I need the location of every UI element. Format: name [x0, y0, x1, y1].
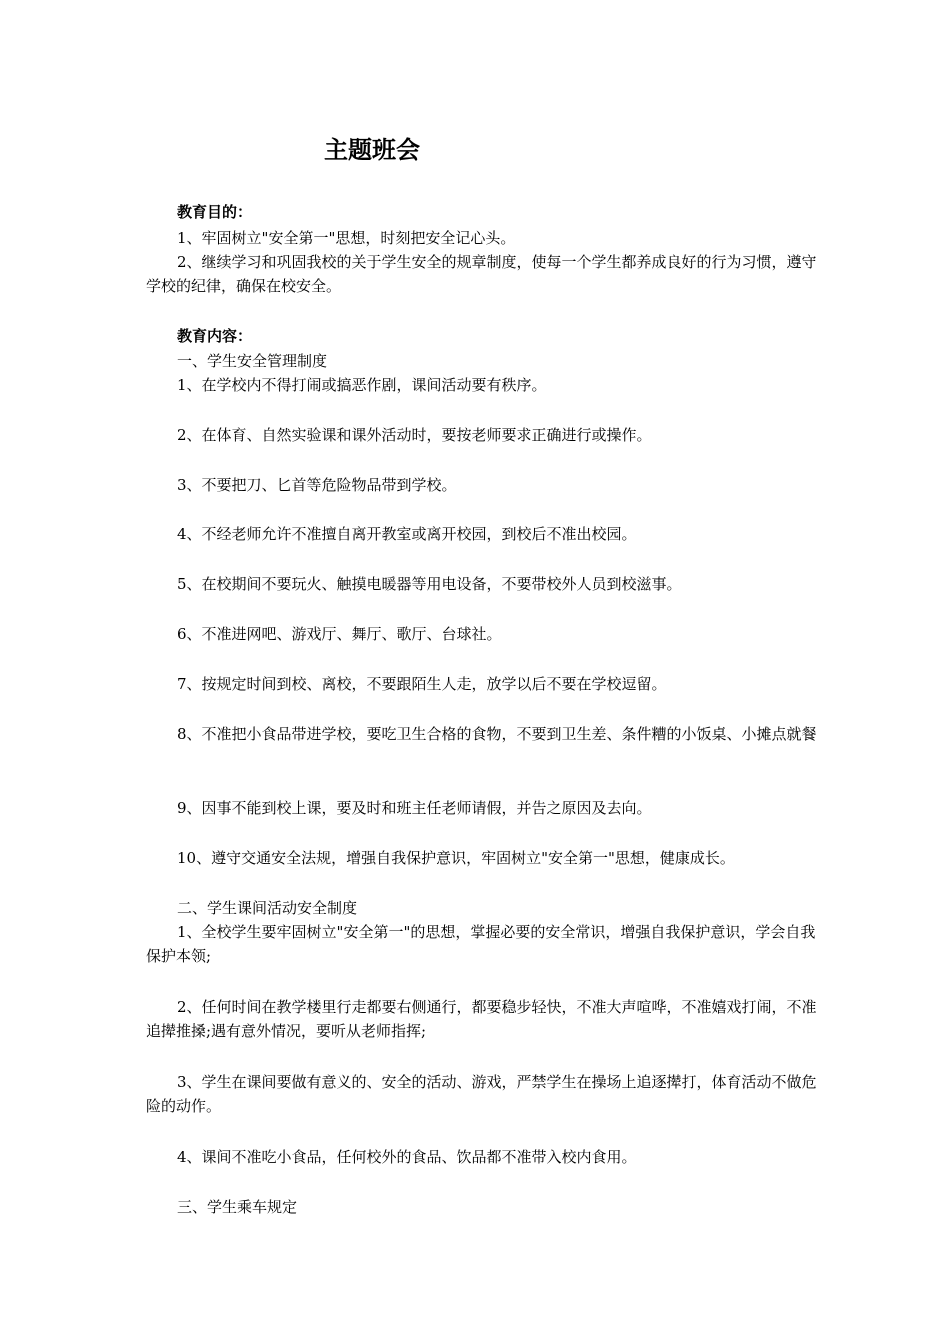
- rule-item: 3、不要把刀、匕首等危险物品带到学校。: [177, 476, 457, 494]
- goal-item: 2、继续学习和巩固我校的关于学生安全的规章制度，使每一个学生都养成良好的行为习惯，遵守学校的纪律，确保在校安全。: [146, 253, 817, 295]
- rule-item: 5、在校期间不要玩火、触摸电暖器等用电设备，不要带校外人员到校滋事。: [177, 575, 682, 593]
- goal-heading: 教育目的：: [177, 203, 253, 221]
- rule-item: 2、任何时间在教学楼里行走都要右侧通行，都要稳步轻快，不准大声喧哗，不准嬉戏打闹，不准追撵推搡;遇有意外情况，要听从老师指挥;: [146, 998, 817, 1040]
- rule-item: 1、在学校内不得打闹或搞恶作剧，课间活动要有秩序。: [177, 376, 547, 394]
- rule-item: 4、课间不准吃小食品，任何校外的食品、饮品都不准带入校内食用。: [177, 1148, 637, 1166]
- section-heading: 三、学生乘车规定: [177, 1198, 298, 1216]
- section-heading: 二、学生课间活动安全制度: [177, 899, 358, 917]
- rule-item: 4、不经老师允许不准擅自离开教室或离开校园，到校后不准出校园。: [177, 525, 637, 543]
- content-heading: 教育内容：: [177, 327, 253, 345]
- rule-item: 1、全校学生要牢固树立"安全第一"的思想，掌握必要的安全常识，增强自我保护意识，学会自我保护本领;: [146, 923, 816, 965]
- goal-item: 1、牢固树立"安全第一"思想，时刻把安全记心头。: [177, 229, 516, 247]
- document-title: 主题班会: [324, 135, 420, 164]
- rule-item: 8、不准把小食品带进学校，要吃卫生合格的食物，不要到卫生差、条件糟的小饭桌、小摊点就餐: [177, 725, 817, 743]
- rule-item: 2、在体育、自然实验课和课外活动时，要按老师要求正确进行或操作。: [177, 426, 652, 444]
- section-heading: 一、学生安全管理制度: [177, 352, 328, 370]
- rule-item: 9、因事不能到校上课，要及时和班主任老师请假，并告之原因及去向。: [177, 799, 652, 817]
- rule-item: 10、遵守交通安全法规，增强自我保护意识，牢固树立"安全第一"思想，健康成长。: [177, 849, 735, 867]
- rule-item: 7、按规定时间到校、离校，不要跟陌生人走，放学以后不要在学校逗留。: [177, 675, 667, 693]
- rule-item: 6、不准进网吧、游戏厅、舞厅、歌厅、台球社。: [177, 625, 502, 643]
- rule-item: 3、学生在课间要做有意义的、安全的活动、游戏，严禁学生在操场上追逐撵打，体育活动不做危险的动作。: [146, 1073, 817, 1115]
